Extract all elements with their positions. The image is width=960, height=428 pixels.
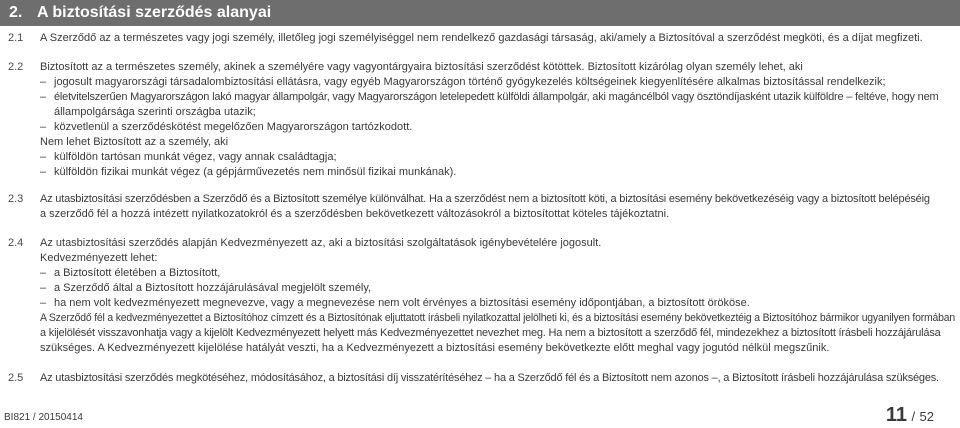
clause-text: a kijelölését visszavonhatja vagy a kijelölt Kedvezményezett helyett más Kedvezményezettet nevezhet meg. Ha nem a biztosított a szerződő fél, mindezekhez a biztosított írásbeli hozzájárulása (40, 327, 941, 339)
clause-number: 2.4 (8, 237, 24, 249)
clause-text: Az utasbiztosítási szerződés megkötéséhez, módosításához, a biztosítási díj visszatérítéséhez – ha a Szerződő fél és a Biztosított nem azonos –, a Biztosított írásbeli hozzájárulása szükséges. (40, 372, 939, 384)
dash-bullet: – (40, 91, 46, 103)
clause-number: 2.2 (8, 61, 24, 73)
page-separator: / (911, 409, 916, 424)
dash-bullet: – (40, 76, 47, 88)
clause-number: 2.5 (8, 372, 24, 384)
list-item: – külföldön tartósan munkát végez, vagy annak családtagja; (40, 151, 337, 163)
clause-text: Az utasbiztosítási szerződésben a Szerződő és a Biztosított személye különválhat. Ha a szerződést nem a biztosított köti, a biztosítási esemény bekövetkezéséig vagy a biztosított belépéséig (40, 193, 930, 205)
list-item: – a Biztosított életében a Biztosított, (40, 267, 221, 279)
clause-text: A Szerződő az a természetes vagy jogi személy, illetőleg jogi személyiséggel nem rendelkező gazdasági társaság, aki/amely a Biztosítóval a szerződést megköti, és a díjat megfizeti. (40, 32, 923, 44)
clause-text: Az utasbiztosítási szerződés alapján Kedvezményezett az, aki a biztosítási szolgáltatások igénybevételére jogosult. (40, 237, 602, 249)
dash-bullet: – (40, 151, 47, 163)
list-item: – külföldön fizikai munkát végez (a gépjárművezetés nem minősül fizikai munkának). (40, 166, 457, 178)
dash-bullet: – (40, 121, 47, 133)
list-item: – jogosult magyarországi társadalombiztosítási ellátásra, vagy egyéb Magyarországon történő gyógykezelés költségeinek kiegyenlítésére alkalmas biztosítással rendelkezik; (40, 76, 886, 88)
total-pages: 52 (919, 409, 934, 424)
clause-text: Biztosított az a természetes személy, akinek a személyére vagy vagyontárgyaira biztosítási szerződést kötöttek. Biztosított kizárólag olyan személy lehet, aki (40, 61, 803, 73)
dash-bullet: – (40, 297, 47, 309)
clause-text: Nem lehet Biztosított az a személy, aki (40, 136, 229, 148)
list-item: – életvitelszerűen Magyarországon lakó magyar állampolgár, vagy Magyarországon letelepedett külföldi állampolgár, aki magáncélból vagy ösztöndíjasként utazik külföldre – feltéve, hogy nem (40, 91, 939, 103)
page-number (886, 404, 934, 427)
clause-number: 2.3 (8, 193, 24, 205)
current-page: 11 (885, 404, 907, 426)
list-item: – ha nem volt kedvezményezett megnevezve, vagy a megnevezése nem volt érvényes a biztosítási esemény időpontjában, a biztosított örököse. (40, 297, 750, 309)
clause-text: A Szerződő fél a kedvezményezettet a Biztosítóhoz címzett és a Biztosítónak eljuttatott írásbeli nyilatkozattal jelölheti ki, és a biztosítási esemény bekövetkeztéig a Biztosítóhoz bármikor ugyanilyen formában (40, 312, 956, 324)
clause-number: 2.1 (8, 32, 24, 44)
section-title: A biztosítási szerződés alanyai (37, 4, 272, 21)
dash-bullet: – (40, 267, 47, 279)
dash-bullet: – (40, 282, 47, 294)
clause-text: Kedvezményezett lehet: (40, 252, 158, 264)
clause-text: szükséges. A Kedvezményezett kijelölése hatályát veszti, ha a Kedvezményezett a biztosítási esemény bekövetkezte előtt meghal vagy jogutód nélkül megszűnik. (40, 342, 830, 354)
clause-text: a szerződő fél a hozzá intézett nyilatkozatokról és a szerződésben bekövetkezett változásokról a biztosítottat köteles tájékoztatni. (40, 208, 670, 220)
list-item: – közvetlenül a szerződéskötést megelőzően Magyarországon tartózkodott. (40, 121, 413, 133)
section-number: 2. (9, 4, 23, 21)
section-header (0, 0, 960, 26)
list-item-continuation: állampolgársága szerinti országba utazik; (54, 106, 256, 118)
list-item: – a Szerződő által a Biztosított hozzájárulásával megjelölt személy, (40, 282, 372, 294)
document-code: BI821 / 20150414 (4, 412, 83, 423)
dash-bullet: – (40, 166, 47, 178)
